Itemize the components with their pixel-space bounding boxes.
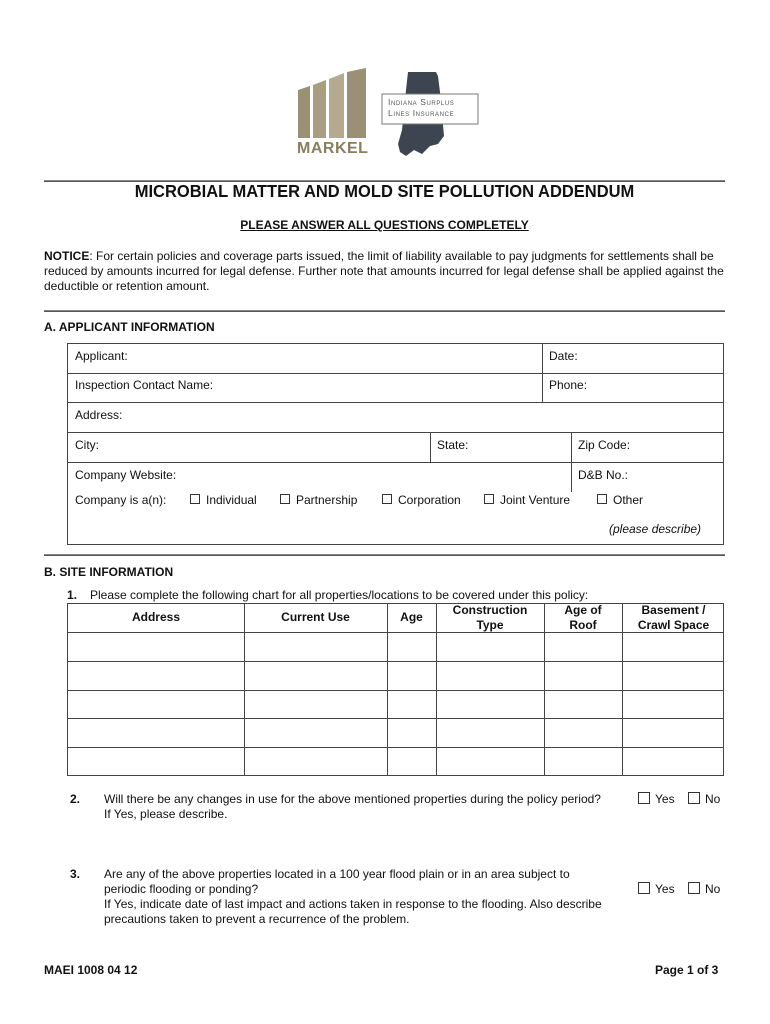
other-checkbox[interactable] — [597, 494, 607, 504]
col-construction-line1: Construction — [452, 603, 528, 617]
section-b-heading: B. SITE INFORMATION — [44, 565, 174, 579]
q2-text — [104, 792, 601, 822]
form-title: MICROBIAL MATTER AND MOLD SITE POLLUTION ADDENDUM — [134, 182, 635, 202]
site-properties-table — [67, 603, 724, 776]
q2-no-checkbox[interactable] — [688, 792, 700, 804]
city-field[interactable]: City: — [75, 438, 99, 452]
q3-number: 3. — [70, 867, 81, 881]
q3-no-checkbox[interactable] — [688, 882, 700, 894]
address-field[interactable]: Address: — [75, 408, 123, 422]
q1-text: Please complete the following chart for all properties/locations to be covered under this policy: — [90, 588, 589, 602]
q2-yes-label: Yes — [655, 792, 675, 806]
form-id: MAEI 1008 04 12 — [44, 963, 138, 977]
dnb-number-field[interactable]: D&B No.: — [578, 468, 629, 482]
other-label: Other — [613, 493, 644, 507]
joint-venture-checkbox[interactable] — [484, 494, 494, 504]
col-basement — [622, 603, 725, 633]
q3-line2: periodic flooding or ponding? — [104, 882, 259, 896]
q2-number: 2. — [70, 792, 81, 806]
q3-line3: If Yes, indicate date of last impact and actions taken in response to the flooding. Also describe — [104, 897, 602, 911]
q2-line1: Will there be any changes in use for the above mentioned properties during the policy period? — [104, 792, 601, 806]
col-basement-line1: Basement / — [641, 603, 706, 617]
company-type-label: Company is a(n): — [75, 493, 167, 507]
col-age-of-roof — [544, 603, 622, 633]
individual-label: Individual — [206, 493, 257, 507]
applicant-field[interactable]: Applicant: — [75, 349, 128, 363]
col-age: Age — [400, 610, 423, 624]
q3-line1: Are any of the above properties located in a 100 year flood plain or in an area subject to — [104, 867, 570, 881]
q2-no-label: No — [705, 792, 721, 806]
date-field[interactable]: Date: — [549, 349, 578, 363]
q1-number: 1. — [67, 588, 78, 602]
applicant-info-table — [67, 343, 724, 545]
phone-field[interactable]: Phone: — [549, 378, 588, 392]
corporation-label: Corporation — [398, 493, 461, 507]
partnership-checkbox[interactable] — [280, 494, 290, 504]
col-basement-line2: Crawl Space — [637, 618, 710, 632]
col-address: Address — [131, 610, 181, 624]
notice-label: NOTICE — [44, 249, 90, 263]
inspection-contact-field[interactable]: Inspection Contact Name: — [75, 378, 214, 392]
form-subtitle: PLEASE ANSWER ALL QUESTIONS COMPLETELY — [240, 218, 529, 232]
state-field[interactable]: State: — [437, 438, 469, 452]
col-age-roof-line2: Roof — [569, 618, 597, 632]
page-number: Page 1 of 3 — [655, 963, 719, 977]
partnership-label: Partnership — [296, 493, 358, 507]
section-a-heading: A. APPLICANT INFORMATION — [44, 320, 215, 334]
q2-line2: If Yes, please describe. — [104, 807, 228, 821]
isli-logo-line2: Lines Insurance — [388, 108, 455, 118]
q3-line4: precautions taken to prevent a recurrence of the problem. — [104, 912, 410, 926]
notice-text: : For certain policies and coverage parts issued, the limit of liability available to pay judgments for settlements shall be reduced by amounts incurred for legal defense. Further note that amounts incurred for legal defense shall be applied against the deductible or retention amount. — [44, 249, 724, 293]
zip-code-field[interactable]: Zip Code: — [578, 438, 631, 452]
company-website-field[interactable]: Company Website: — [75, 468, 177, 482]
section-b-rule — [44, 554, 725, 556]
corporation-checkbox[interactable] — [382, 494, 392, 504]
col-construction-type — [436, 603, 544, 633]
col-construction-line2: Type — [476, 618, 504, 632]
notice-paragraph — [44, 249, 729, 294]
markel-wordmark: MARKEL — [297, 140, 369, 157]
please-describe-note[interactable]: (please describe) — [609, 522, 702, 536]
q3-yes-checkbox[interactable] — [638, 882, 650, 894]
col-current-use: Current Use — [281, 610, 350, 624]
individual-checkbox[interactable] — [190, 494, 200, 504]
section-a-rule — [44, 310, 725, 312]
joint-venture-label: Joint Venture — [500, 493, 571, 507]
isli-logo-line1: Indiana Surplus — [388, 97, 455, 107]
q2-yes-checkbox[interactable] — [638, 792, 650, 804]
q3-no-label: No — [705, 882, 721, 896]
col-age-roof-line1: Age of — [564, 603, 602, 617]
q3-yes-label: Yes — [655, 882, 675, 896]
q3-text — [104, 867, 602, 927]
